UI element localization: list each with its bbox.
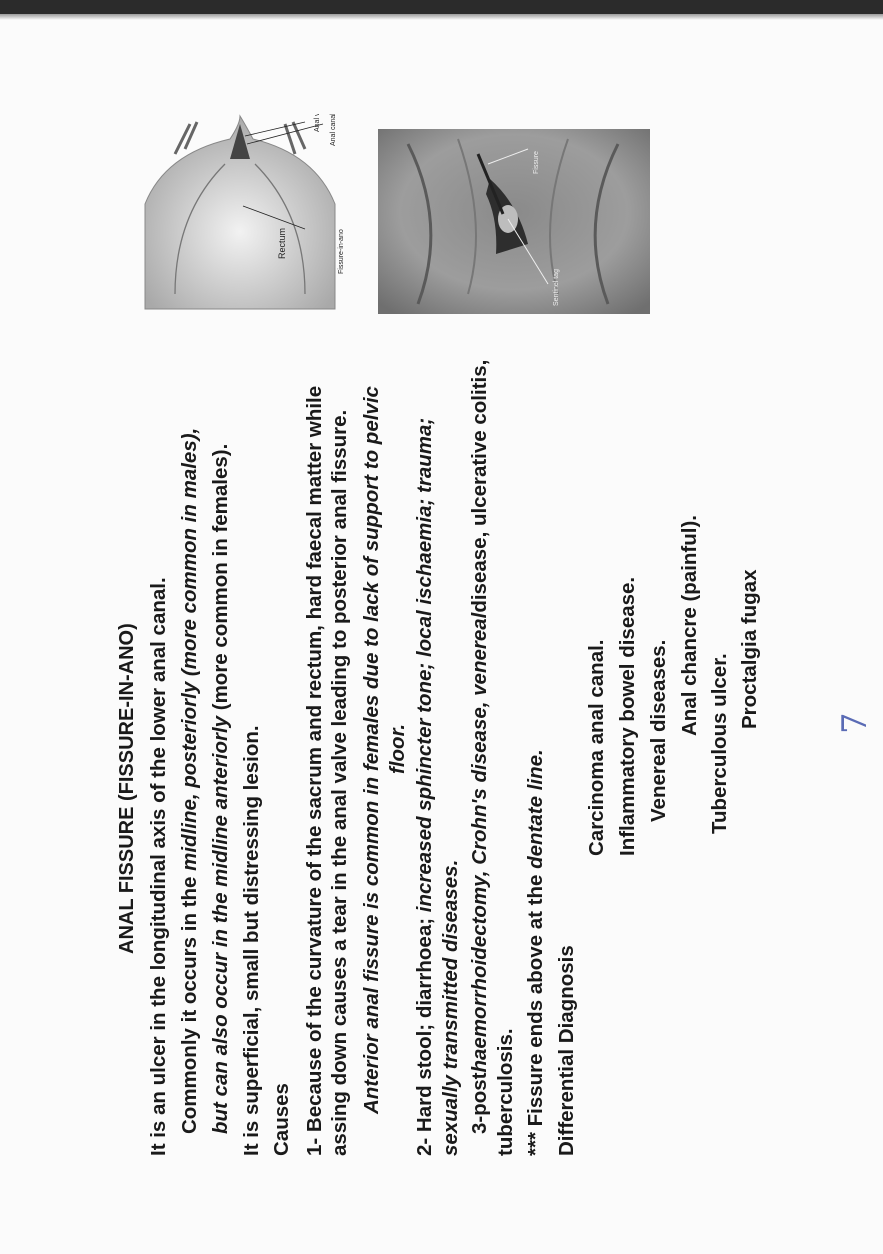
dd-item: Inflammatory bowel disease. (616, 576, 639, 856)
label-rectum: Rectum (277, 227, 287, 259)
dd-item: Venereal diseases. (647, 639, 670, 822)
cause2-line1 (413, 418, 437, 1156)
cause3-italic: haemorrhoidectomy, Crohn's disease, venereal (468, 612, 491, 1073)
cause3-prefix: 3-post (468, 1072, 491, 1134)
dentate-italic: dentate line. (524, 749, 547, 869)
cause2-text: 2- Hard stool; diarrhoea; (413, 912, 436, 1156)
dentate-line (524, 749, 548, 1156)
dentate-text: *** Fissure ends above at the (524, 868, 547, 1156)
label-fissure: Fissure-in-ano (338, 229, 345, 274)
anterior-line1: Anterior anal fissure is common in females due to lack of support to pelvic (360, 386, 383, 1114)
definition-line: It is an ulcer in the longitudinal axis of the lower anal canal. (147, 577, 170, 1156)
label-photo-fissure: Fissure (533, 151, 540, 174)
common-italic: midline, posteriorly (more common in males), (178, 427, 201, 871)
page-title: ANAL FISSURE (FISSURE-IN-ANO) (116, 623, 138, 954)
clinical-photo-svg (378, 129, 650, 314)
also-line (209, 444, 233, 1134)
clinical-photo (378, 129, 650, 314)
label-anal-canal: Anal canal (330, 114, 337, 146)
handwritten-page-number: 7 (835, 712, 875, 734)
cause2-line2: sexually transmitted diseases. (439, 859, 462, 1156)
dd-item: Proctalgia fugax (738, 569, 761, 729)
common-line (178, 428, 202, 1134)
dd-item: Tuberculous ulcer. (708, 653, 731, 834)
label-anal-valve: Anal valve (314, 114, 321, 132)
dd-heading: Differential Diagnosis (555, 945, 578, 1156)
cause3-line2: tuberculosis. (494, 1028, 517, 1156)
anal-canal-diagram-svg (135, 114, 345, 314)
cause1-line1: 1- Because of the curvature of the sacrum and rectum, hard faecal matter while (303, 385, 326, 1156)
dd-item: Anal chancre (painful). (678, 515, 701, 736)
cause3-text: disease, ulcerative colitis, (468, 359, 491, 613)
label-sentinel-tag: Sentinel tag (553, 269, 560, 306)
anal-canal-diagram (135, 114, 345, 314)
common-text: Commonly it occurs in the (178, 870, 201, 1134)
cause3-line1 (468, 360, 492, 1134)
causes-heading: Causes (270, 1083, 293, 1156)
dd-item: Carcinoma anal canal. (585, 639, 608, 856)
superficial-line: It is superficial, small but distressing lesion. (240, 725, 263, 1156)
also-italic: but can also occur in the midline anteriorly (209, 715, 232, 1134)
anterior-line2: floor. (386, 723, 409, 774)
cause2-italic: increased sphincter tone; local ischaemia; trauma; (413, 417, 436, 913)
also-text: (more common in females). (209, 443, 232, 716)
cause1-line2: assing down causes a tear in the anal valve leading to posterior anal fissure. (328, 409, 351, 1156)
